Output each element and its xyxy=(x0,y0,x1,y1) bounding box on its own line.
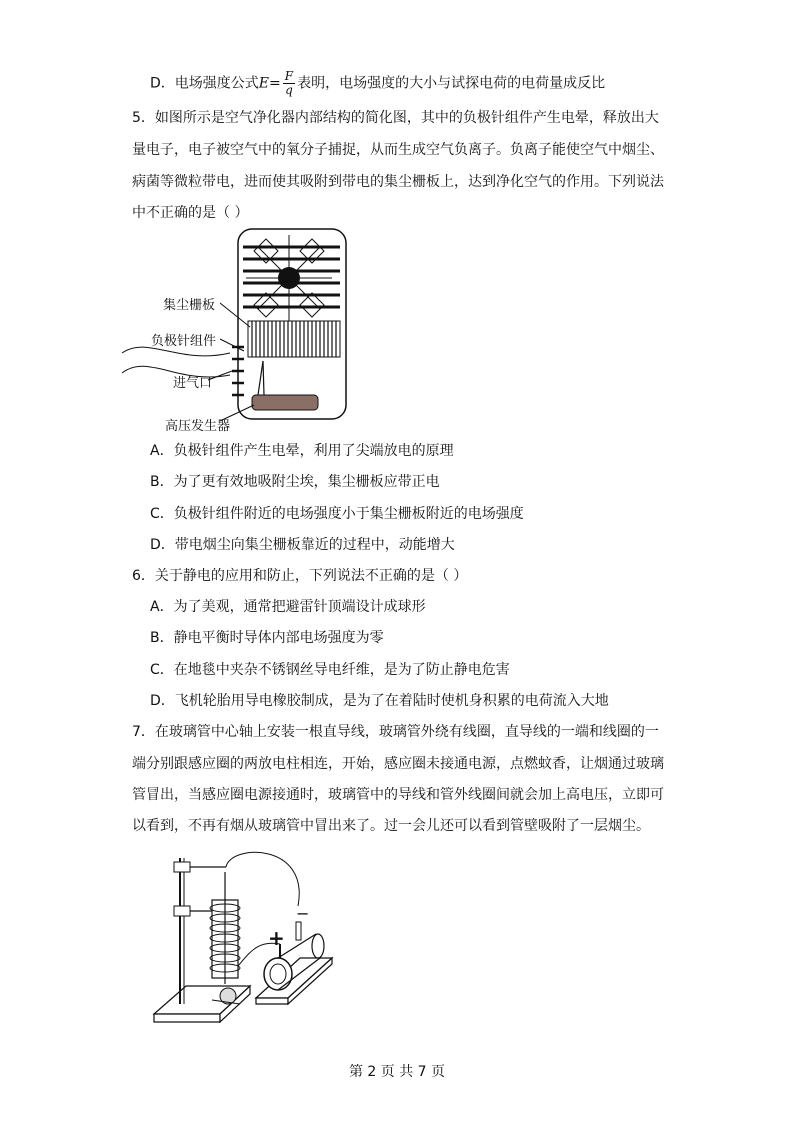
formula-equals: = xyxy=(269,75,281,92)
q6-option-a: A．为了美观，通常把避雷针顶端设计成球形 xyxy=(150,599,426,615)
label-minus-terminal: − xyxy=(296,904,310,923)
q5-option-c: C．负极针组件附近的电场强度小于集尘栅板附近的电场强度 xyxy=(150,506,524,522)
q5-stem-line-3: 病菌等微粒带电，进而使其吸附到带电的集尘栅板上，达到净化空气的作用。下列说法 xyxy=(132,174,664,190)
label-plus-terminal: + xyxy=(268,926,285,950)
q5-stem-line-1: 5．如图所示是空气净化器内部结构的简化图，其中的负极针组件产生电晕，释放出大 xyxy=(132,110,659,126)
q5-option-d: D．带电烟尘向集尘栅板靠近的过程中，动能增大 xyxy=(150,537,455,553)
formula-e: E xyxy=(258,75,270,92)
formula-fraction xyxy=(283,70,295,97)
q5-option-a: A．负极针组件产生电晕，利用了尖端放电的原理 xyxy=(150,443,454,459)
formula-numerator: F xyxy=(284,69,294,83)
q7-stem-line-4: 以看到，不再有烟从玻璃管中冒出来了。过一会儿还可以看到管壁吸附了一层烟尘。 xyxy=(132,818,650,834)
q6-stem: 6．关于静电的应用和防止，下列说法不正确的是（ ） xyxy=(132,568,468,584)
label-air-inlet: 进气口 xyxy=(173,376,213,391)
electrostatic-apparatus-diagram xyxy=(150,848,350,1033)
q7-stem-line-2: 端分别跟感应圈的两放电柱相连，开始，感应圈未接通电源，点燃蚊香，让烟通过玻璃 xyxy=(132,756,664,772)
q5-stem-line-4: 中不正确的是（ ） xyxy=(132,205,249,221)
q6-option-c: C．在地毯中夹杂不锈钢丝导电纤维，是为了防止静电危害 xyxy=(150,662,510,678)
q5-option-b: B．为了更有效地吸附尘埃，集尘栅板应带正电 xyxy=(150,474,440,490)
label-negative-needle: 负极针组件 xyxy=(151,334,217,349)
formula-denominator: q xyxy=(285,83,293,97)
label-high-voltage-generator: 高压发生器 xyxy=(165,419,231,434)
q4-option-d-prefix: D．电场强度公式 xyxy=(150,75,259,92)
q6-option-b: B．静电平衡时导体内部电场强度为零 xyxy=(150,630,384,646)
q4-option-d-suffix: 表明，电场强度的大小与试探电荷的电荷量成反比 xyxy=(297,75,606,92)
q4-option-d xyxy=(150,70,605,97)
label-dust-grid: 集尘栅板 xyxy=(163,298,216,313)
q7-stem-line-3: 管冒出，当感应圈电源接通时，玻璃管中的导线和管外线圈间就会加上高电压，立即可 xyxy=(132,787,664,803)
page-footer: 第 2 页 共 7 页 xyxy=(348,1064,446,1080)
q7-stem-line-1: 7．在玻璃管中心轴上安装一根直导线，玻璃管外绕有线圈，直导线的一端和线圈的一 xyxy=(132,724,659,740)
q5-stem-line-2: 量电子，电子被空气中的氧分子捕捉，从而生成空气负离子。负离子能使空气中烟尘、 xyxy=(132,142,664,158)
q6-option-d: D．飞机轮胎用导电橡胶制成，是为了在着陆时使机身积累的电荷流入大地 xyxy=(150,693,609,709)
